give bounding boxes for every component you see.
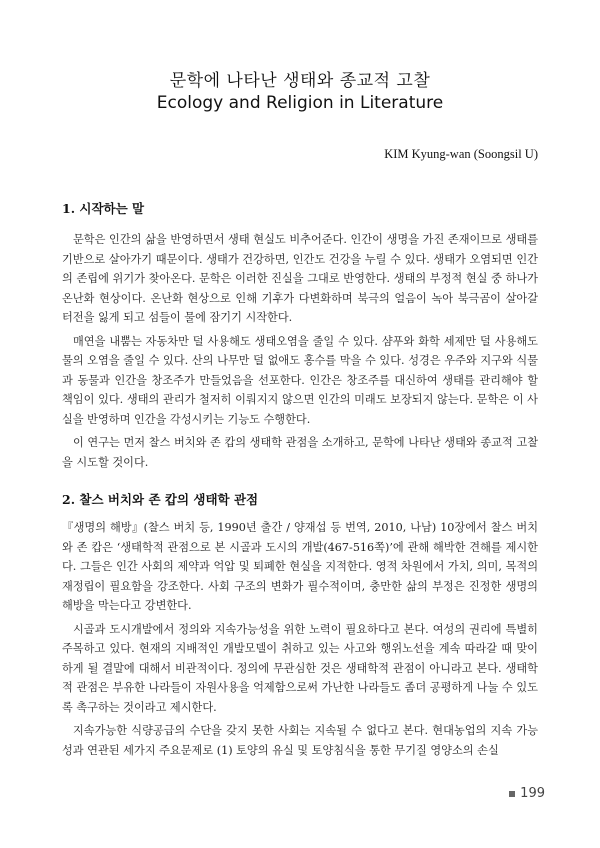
square-bullet-icon [509,791,515,797]
section-1-paragraph-1: 문학은 인간의 삶을 반영하면서 생태 현실도 비추어준다. 인간이 생명을 가진 존재이므로 생태를 기반으로 살아가기 때문이다. 생태가 건강하면, 인간도 건강을 누릴 수 있다. 생태가 오염되면 인간의 존립에 위기가 찾아온다. 문학은 이러한 진실을 그대로 반영한다. 생태의 부정적 현실 중 하나가 온난화 현상이다. 온난화 현상으로 인해 기후가 다변화하며 북극의 얼음이 녹아 북극곰이 살아갈 터전을 잃게 되고 섬들이 물에 잠기기 시작한다. [62,233,538,324]
page-number: 199 [520,786,545,801]
page-footer [509,786,545,801]
title-korean: 문학에 나타난 생태와 종교적 고찰 [169,71,431,91]
section-2-paragraph-1: 『생명의 해방』(찰스 버치 등, 1990년 출간 / 양재섭 등 번역, 2010, 나남) 10장에서 찰스 버치와 존 캅은 ‘생태학적 관점으로 본 시골과 도시의 개발(467-516쪽)’에 관해 해박한 견해를 제시한다. 그들은 인간 사회의 제약과 억압 및 퇴폐한 현실을 지적한다. 영적 차원에서 가치, 의미, 목적의 재정립이 필요함을 강조한다. 사회 구조의 변화가 필수적이며, 충만한 삶의 부정은 진정한 생명의 해방을 막는다고 강변한다. [62,521,538,612]
section-1-paragraph-3: 이 연구는 먼저 찰스 버치와 존 캅의 생태학 관점을 소개하고, 문학에 나타난 생태와 종교적 고찰을 시도할 것이다. [62,436,538,469]
section-1-body [62,230,538,476]
section-2-body [62,518,538,764]
section-2-paragraph-3: 지속가능한 식량공급의 수단을 갖지 못한 사회는 지속될 수 없다고 본다. 현대농업의 지속 가능성과 연관된 세가지 주요문제로 (1) 토양의 유실 및 토양침식을 통한 무기질 영양소의 손실 [62,724,538,757]
section-2-paragraph-2: 시골과 도시개발에서 정의와 지속가능성을 위한 노력이 필요하다고 본다. 여성의 권리에 특별히 주목하고 있다. 현재의 지배적인 개발모델이 취하고 있는 사고와 행위노선을 계속 따라갈 때 맞이하게 될 결말에 대해서 비관적이다. 정의에 무관심한 것은 생태학적 관점이 아니라고 본다. 생태학적 관점은 부유한 나라들이 자원사용을 억제함으로써 가난한 나라들도 좀더 공평하게 나눌 수 있도록 촉구하는 것이라고 제시한다. [62,622,538,714]
section-1-paragraph-2: 매연을 내뿜는 자동차만 덜 사용해도 생태오염을 줄일 수 있다. 샴푸와 화학 세제만 덜 사용해도 물의 오염을 줄일 수 있다. 산의 나무만 덜 없애도 홍수를 막을 수 있다. 성경은 우주와 지구와 식물과 동물과 인간을 창조주가 만들었음을 선포한다. 인간은 창조주를 대신하여 생태를 관리해야 할 책임이 있다. 생태의 관리가 철저히 이뤄지지 않으면 인간의 미래도 보장되지 않는다. 문학은 이 사실을 반영하며 인간을 각성시키는 기능도 수행한다. [62,334,538,426]
section-1-heading: 1. 시작하는 말 [62,201,145,216]
author-line: KIM Kyung-wan (Soongsil U) [384,147,538,161]
title-english: Ecology and Religion in Literature [156,93,444,113]
section-2-heading: 2. 찰스 버치와 존 캅의 생태학 관점 [62,492,259,507]
